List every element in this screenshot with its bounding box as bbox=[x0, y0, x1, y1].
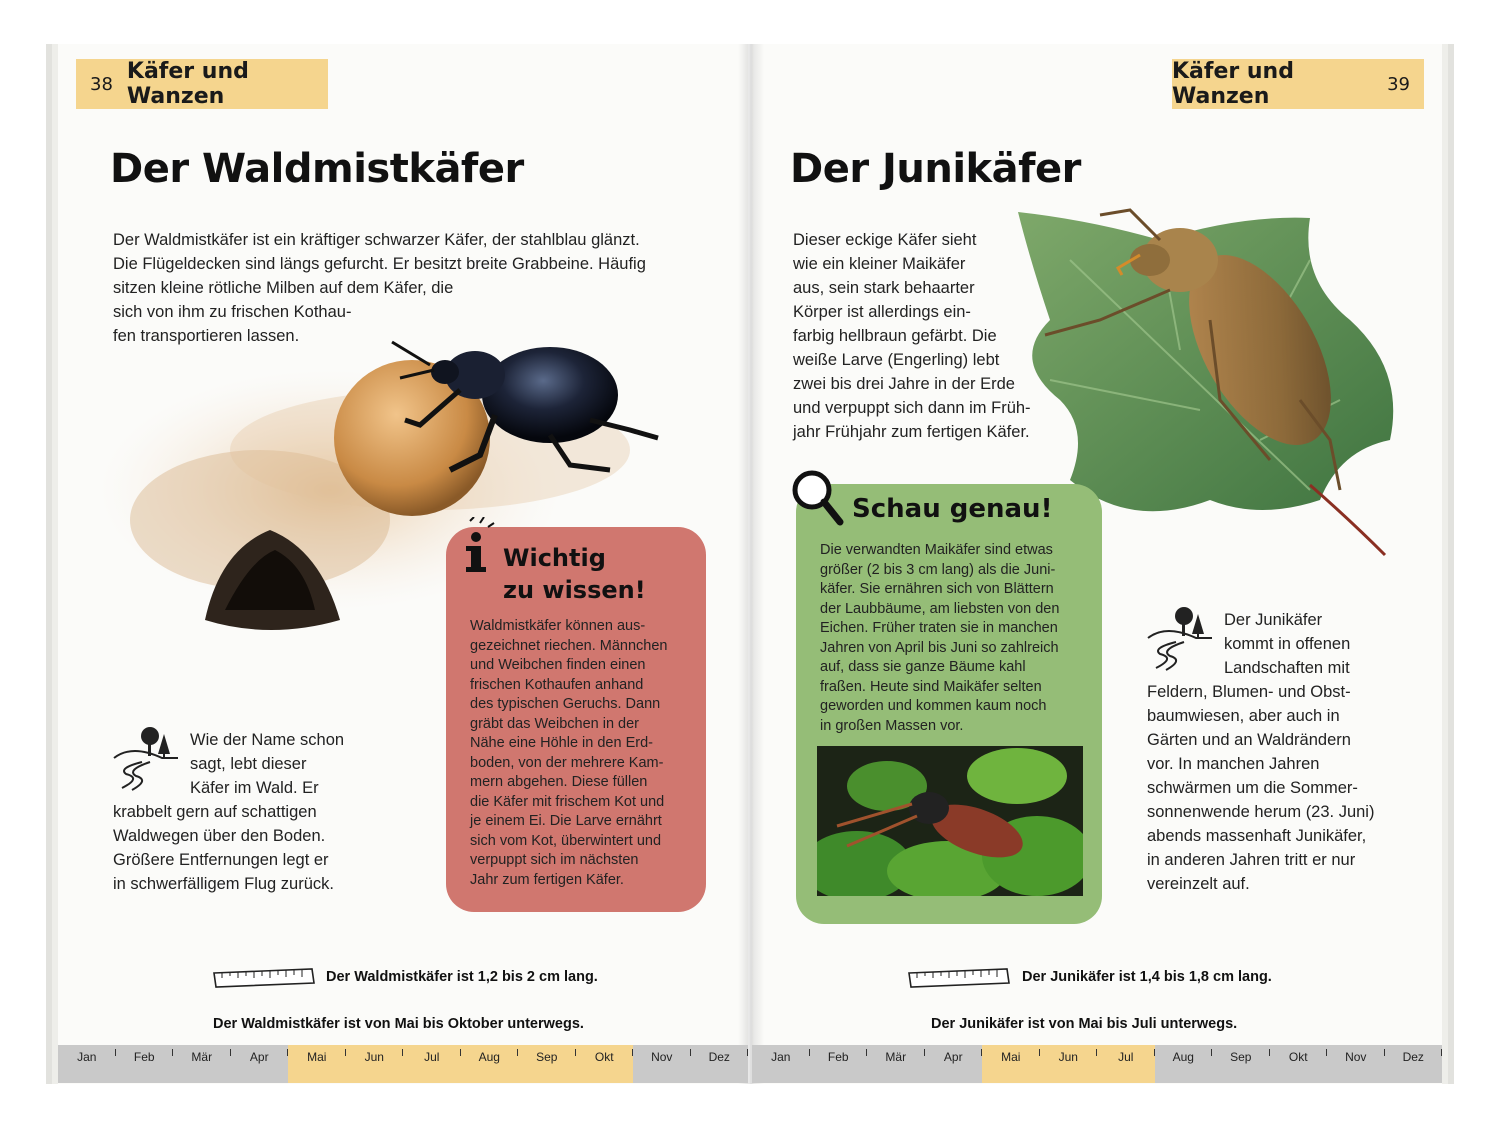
month-cell bbox=[691, 1045, 749, 1083]
month-cell bbox=[116, 1045, 174, 1083]
text-line: zwei bis drei Jahre in der Erde bbox=[793, 375, 1015, 393]
text-line: weiße Larve (Engerling) lebt bbox=[793, 351, 1000, 369]
text-line: aus, sein stark behaarter bbox=[793, 279, 975, 297]
month-label: Mär bbox=[191, 1050, 213, 1064]
month-label: Jul bbox=[1118, 1050, 1134, 1064]
month-cell bbox=[1097, 1045, 1155, 1083]
month-label: Sep bbox=[536, 1050, 558, 1064]
text-line: Wie der Name schon bbox=[190, 731, 345, 749]
month-label: Jan bbox=[77, 1050, 97, 1064]
text-line: gezeichnet riechen. Männchen bbox=[470, 637, 668, 654]
right-page-number: 39 bbox=[1387, 73, 1410, 95]
text-line: sitzen kleine rötliche Milben auf dem Käfer, die bbox=[113, 279, 454, 297]
text-line: wie ein kleiner Maikäfer bbox=[793, 255, 966, 273]
text-line: gräbt das Weibchen in der bbox=[470, 715, 640, 732]
month-label: Aug bbox=[1172, 1050, 1194, 1064]
text-line: verpuppt sich im nächsten bbox=[470, 852, 639, 868]
right-intro-text bbox=[793, 228, 1031, 444]
text-line: baumwiesen, aber auch in bbox=[1147, 707, 1340, 725]
info-box-title bbox=[503, 542, 646, 606]
month-label: Jun bbox=[1058, 1050, 1078, 1064]
ruler-icon bbox=[212, 965, 316, 989]
text-line: Käfer im Wald. Er bbox=[190, 779, 319, 797]
month-label: Jun bbox=[364, 1050, 384, 1064]
right-page-header bbox=[1172, 59, 1424, 109]
text-line: Eichen. Früher traten sie in manchen bbox=[820, 620, 1058, 636]
text-line: Nähe eine Höhle in den Erd- bbox=[470, 735, 653, 751]
look-closely-text bbox=[820, 541, 1059, 736]
left-page-number: 38 bbox=[90, 73, 113, 95]
right-season-text: Der Junikäfer ist von Mai bis Juli unterwegs. bbox=[931, 1016, 1238, 1032]
text-line: abends massenhaft Junikäfer, bbox=[1147, 827, 1367, 845]
info-title-line: Wichtig bbox=[503, 544, 606, 572]
month-cell bbox=[633, 1045, 691, 1083]
text-line: Der Waldmistkäfer ist ein kräftiger schwarzer Käfer, der stahlblau glänzt. bbox=[113, 231, 640, 249]
text-line: Gärten und an Waldrändern bbox=[1147, 731, 1351, 749]
text-line: mern abgehen. Diese füllen bbox=[470, 774, 648, 790]
month-label: Jul bbox=[424, 1050, 440, 1064]
month-cell bbox=[173, 1045, 231, 1083]
text-line: der Laubbäume, am liebsten von den bbox=[820, 600, 1060, 617]
info-box-text bbox=[470, 617, 668, 890]
text-line: Größere Entfernungen legt er bbox=[113, 851, 329, 869]
month-cell bbox=[1040, 1045, 1098, 1083]
month-label: Aug bbox=[478, 1050, 500, 1064]
month-label: Sep bbox=[1230, 1050, 1252, 1064]
text-line: und Weibchen finden einen bbox=[470, 657, 646, 673]
text-line: farbig hellbraun gefärbt. Die bbox=[793, 327, 997, 345]
left-size-text: Der Waldmistkäfer ist 1,2 bis 2 cm lang. bbox=[326, 969, 598, 985]
month-cell bbox=[288, 1045, 346, 1083]
month-cell bbox=[346, 1045, 404, 1083]
month-cell bbox=[518, 1045, 576, 1083]
text-line: Die Flügeldecken sind längs gefurcht. Er besitzt breite Grabbeine. Häufig bbox=[113, 255, 646, 273]
month-cell bbox=[231, 1045, 289, 1083]
left-month-bar bbox=[58, 1045, 748, 1083]
month-cell bbox=[982, 1045, 1040, 1083]
text-line: jahr Frühjahr zum fertigen Käfer. bbox=[793, 423, 1030, 441]
month-label: Mai bbox=[1001, 1050, 1021, 1064]
text-line: boden, von der mehrere Kam- bbox=[470, 754, 664, 771]
text-line: fen transportieren lassen. bbox=[113, 327, 300, 345]
month-label: Nov bbox=[1345, 1050, 1367, 1064]
month-label: Okt bbox=[594, 1050, 614, 1064]
cockchafer-photo bbox=[817, 746, 1083, 896]
text-line: in anderen Jahren tritt er nur bbox=[1147, 851, 1356, 869]
text-line: je einem Ei. Die Larve ernährt bbox=[470, 813, 662, 829]
text-line: Der Junikäfer bbox=[1224, 611, 1323, 629]
text-line: und verpuppt sich dann im Früh- bbox=[793, 399, 1031, 417]
text-line: Waldmistkäfer können aus- bbox=[470, 618, 646, 634]
text-line: kommt in offenen bbox=[1224, 635, 1351, 653]
right-month-bar bbox=[752, 1045, 1442, 1083]
month-label: Okt bbox=[1288, 1050, 1308, 1064]
ruler-icon bbox=[907, 965, 1011, 989]
left-page-header bbox=[76, 59, 328, 109]
month-cell bbox=[1385, 1045, 1443, 1083]
text-line: in großen Massen vor. bbox=[820, 717, 964, 734]
right-size-text: Der Junikäfer ist 1,4 bis 1,8 cm lang. bbox=[1022, 969, 1272, 985]
month-label: Mai bbox=[307, 1050, 327, 1064]
month-label: Feb bbox=[827, 1050, 849, 1064]
month-cell bbox=[752, 1045, 810, 1083]
text-line: Körper ist allerdings ein- bbox=[793, 303, 971, 321]
text-line: größer (2 bis 3 cm lang) als die Juni- bbox=[820, 561, 1056, 578]
text-line: Die verwandten Maikäfer sind etwas bbox=[820, 542, 1053, 558]
text-line: sonnenwende herum (23. Juni) bbox=[1147, 803, 1375, 821]
month-label: Dez bbox=[708, 1050, 730, 1064]
text-line: in schwerfälligem Flug zurück. bbox=[113, 875, 334, 893]
month-cell bbox=[1212, 1045, 1270, 1083]
text-line: Waldwegen über den Boden. bbox=[113, 827, 326, 845]
month-cell bbox=[461, 1045, 519, 1083]
left-page-title: Der Waldmistkäfer bbox=[110, 146, 524, 192]
month-label: Feb bbox=[133, 1050, 155, 1064]
month-label: Apr bbox=[249, 1050, 269, 1064]
text-line: des typischen Geruchs. Dann bbox=[470, 696, 661, 712]
text-line: die Käfer mit frischem Kot und bbox=[470, 793, 665, 810]
text-line: sich vom Kot, überwintert und bbox=[470, 832, 662, 849]
text-line: fraßen. Heute sind Maikäfer selten bbox=[820, 678, 1042, 695]
left-habitat-text bbox=[113, 728, 344, 896]
text-line: frischen Kothaufen anhand bbox=[470, 676, 644, 693]
info-title-line: zu wissen! bbox=[503, 576, 646, 604]
text-line: Jahr zum fertigen Käfer. bbox=[470, 871, 624, 888]
text-line: Feldern, Blumen- und Obst- bbox=[1147, 683, 1351, 701]
look-closely-title: Schau genau! bbox=[852, 494, 1053, 524]
text-line: Dieser eckige Käfer sieht bbox=[793, 231, 977, 249]
month-cell bbox=[1155, 1045, 1213, 1083]
text-line: Jahren von April bis Juni so zahlreich bbox=[820, 639, 1059, 656]
text-line: schwärmen um die Sommer- bbox=[1147, 779, 1358, 797]
month-cell bbox=[58, 1045, 116, 1083]
right-habitat-text bbox=[1147, 608, 1374, 896]
month-label: Mär bbox=[885, 1050, 907, 1064]
month-cell bbox=[403, 1045, 461, 1083]
text-line: geworden und kommen kaum noch bbox=[820, 698, 1047, 714]
text-line: auf, dass sie ganze Bäume kahl bbox=[820, 659, 1026, 675]
right-page-title: Der Junikäfer bbox=[790, 146, 1081, 192]
text-line: sich von ihm zu frischen Kothau- bbox=[113, 303, 352, 321]
text-line: vereinzelt auf. bbox=[1147, 875, 1250, 893]
text-line: sagt, lebt dieser bbox=[190, 755, 307, 773]
text-line: krabbelt gern auf schattigen bbox=[113, 803, 317, 821]
month-label: Dez bbox=[1402, 1050, 1424, 1064]
month-cell bbox=[1327, 1045, 1385, 1083]
month-cell bbox=[810, 1045, 868, 1083]
month-cell bbox=[576, 1045, 634, 1083]
magnifier-icon bbox=[790, 468, 846, 528]
text-line: käfer. Sie ernähren sich von Blättern bbox=[820, 581, 1054, 597]
month-cell bbox=[925, 1045, 983, 1083]
left-header-label: Käfer und Wanzen bbox=[126, 59, 249, 109]
text-line: vor. In manchen Jahren bbox=[1147, 755, 1320, 773]
text-line: Landschaften mit bbox=[1224, 659, 1350, 677]
month-label: Jan bbox=[771, 1050, 791, 1064]
left-season-text: Der Waldmistkäfer ist von Mai bis Oktober unterwegs. bbox=[213, 1016, 584, 1032]
book-gutter bbox=[738, 44, 764, 1084]
month-cell bbox=[1270, 1045, 1328, 1083]
right-header-label: Käfer und Wanzen bbox=[1172, 59, 1294, 109]
month-label: Apr bbox=[943, 1050, 963, 1064]
info-icon bbox=[458, 517, 498, 577]
month-label: Nov bbox=[651, 1050, 673, 1064]
month-cell bbox=[867, 1045, 925, 1083]
